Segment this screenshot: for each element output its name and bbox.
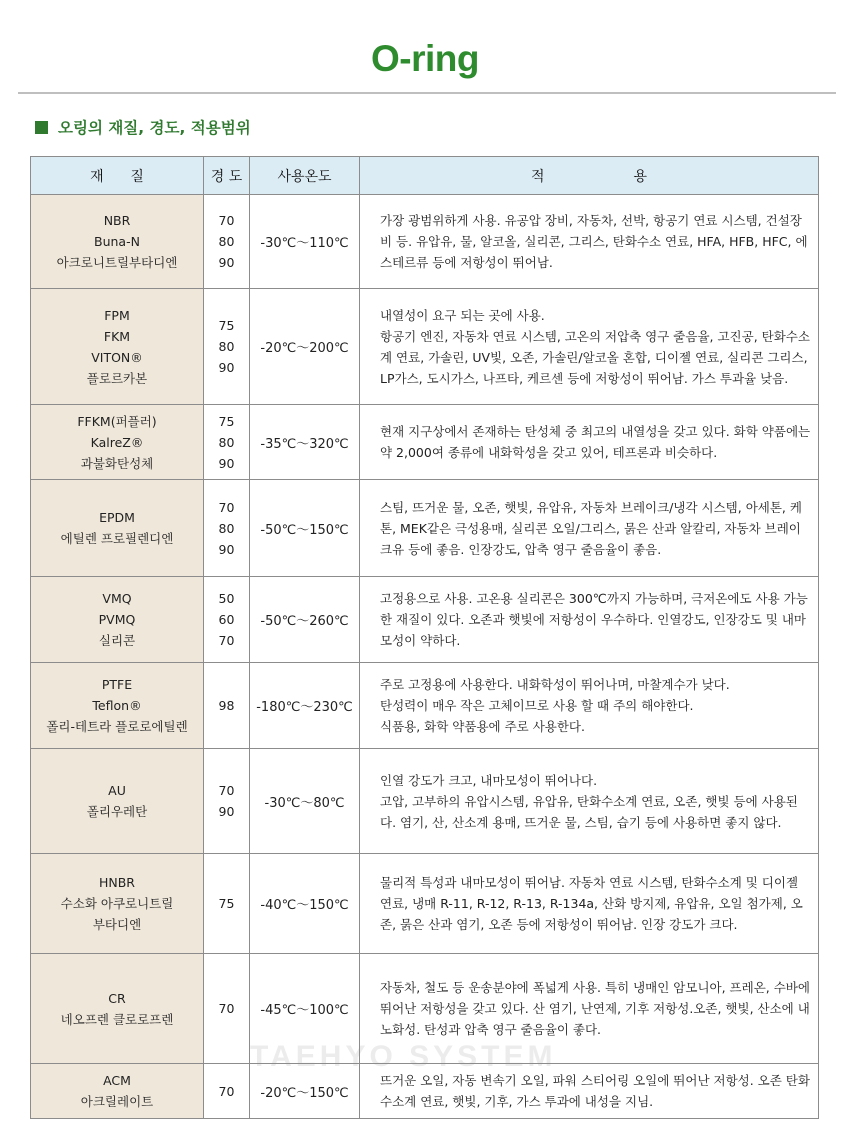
temperature-cell: -35℃～320℃ — [250, 405, 360, 480]
header-material: 재 질 — [31, 157, 204, 195]
hardness-cell-line: 75 — [218, 413, 235, 429]
material-cell-line: 과불화탄성체 — [80, 455, 154, 471]
material-cell-line: 아크로니트릴부타디엔 — [56, 255, 178, 270]
header-hardness: 경 도 — [204, 157, 250, 195]
material-cell — [31, 854, 204, 954]
material-cell-line: FFKM(퍼플러) — [77, 413, 157, 429]
application-cell-line: 스팀, 뜨거운 물, 오존, 햇빛, 유압유, 자동차 브레이크/냉각 시스템, 아세톤, 케톤, MEK같은 극성용매, 실리콘 오일/그리스, 묽은 산과 알칼리, 자동차 브레이크유 등에 좋음. 인장강도, 압축 영구 줄음율이 좋음. — [380, 499, 802, 557]
temperature-cell: -20℃～150℃ — [250, 1064, 360, 1119]
hardness-cell-line: 70 — [218, 783, 235, 798]
material-cell-line: 폴리-테트라 플로로에틸렌 — [46, 719, 188, 734]
material-cell-line: 수소화 아쿠로니트릴 — [60, 896, 174, 911]
hardness-cell — [204, 749, 250, 854]
hardness-cell-line: 90 — [218, 360, 235, 375]
material-cell-line: Buna-N — [94, 234, 140, 249]
table-header-row — [31, 157, 819, 195]
hardness-cell — [204, 663, 250, 749]
application-cell-line: 인열 강도가 크고, 내마모성이 뛰어나다. — [380, 772, 598, 788]
material-cell-line: ACM — [103, 1073, 131, 1088]
material-cell-line: PVMQ — [98, 612, 136, 627]
application-cell-line: 현재 지구상에서 존재하는 탄성체 중 최고의 내열성을 갖고 있다. 화학 약품에는 약 2,000여 종류에 내화학성을 갖고 있어, 테프론과 비슷하다. — [380, 424, 811, 460]
hardness-cell-line: 98 — [218, 698, 235, 713]
material-cell — [31, 195, 204, 289]
table-row — [31, 289, 819, 405]
hardness-cell — [204, 289, 250, 405]
hardness-cell-line: 75 — [218, 896, 235, 911]
table-row — [31, 663, 819, 749]
application-cell — [360, 577, 819, 663]
material-cell-line: 폴리우레탄 — [86, 804, 148, 819]
material-cell-line: VMQ — [102, 591, 132, 606]
title-divider — [18, 92, 836, 94]
table-row — [31, 854, 819, 954]
application-cell — [360, 854, 819, 954]
material-cell-line: HNBR — [98, 875, 135, 890]
hardness-cell — [204, 577, 250, 663]
hardness-cell — [204, 405, 250, 480]
application-cell-line: 내열성이 요구 되는 곳에 사용. — [380, 307, 545, 323]
hardness-cell-line: 90 — [218, 804, 235, 819]
section-heading — [35, 116, 251, 138]
hardness-cell-line: 70 — [218, 1001, 235, 1016]
application-cell-line: 뜨거운 오일, 자동 변속기 오일, 파워 스티어링 오일에 뛰어난 저항성. 오존 탄화수소계 연료, 햇빛, 기후, 가스 투과에 내성을 지님. — [380, 1073, 810, 1109]
table-row — [31, 480, 819, 577]
material-cell-line: PTFE — [101, 677, 133, 692]
application-cell-line: 식품용, 화학 약품용에 주로 사용한다. — [380, 719, 585, 734]
hardness-cell-line: 50 — [218, 591, 235, 606]
temperature-cell: -50℃～260℃ — [250, 577, 360, 663]
hardness-cell-line: 70 — [218, 499, 235, 515]
oring-material-table — [30, 156, 819, 1119]
section-heading-text: 오링의 재질, 경도, 적용범위 — [58, 119, 251, 137]
hardness-cell-line: 70 — [218, 213, 235, 228]
application-cell-line: 물리적 특성과 내마모성이 뛰어남. 자동차 연료 시스템, 탄화수소계 및 디이젤 연료, 냉매 R-11, R-12, R-13, R-134a, 산화 방지제, 유압유, 오일 첨가제, 오존, 묽은 산과 염기, 오존 등에 저항성이 뛰어남. 인장 강도가 크다. — [380, 875, 803, 932]
square-bullet-icon — [35, 121, 48, 134]
hardness-cell — [204, 1064, 250, 1119]
material-cell-line: EPDM — [99, 510, 135, 525]
hardness-cell-line: 70 — [218, 1083, 235, 1099]
application-cell-line: 고압, 고부하의 유압시스템, 유압유, 탄화수소계 연료, 오존, 햇빛 등에 사용된다. 염기, 산, 산소계 용매, 뜨거운 물, 스팀, 습기 등에 사용하면 좋지 않다. — [380, 793, 798, 830]
material-cell-line: 플로르카본 — [86, 370, 148, 386]
table-row — [31, 954, 819, 1064]
material-cell-line: KalreZ® — [90, 434, 144, 450]
hardness-cell — [204, 854, 250, 954]
application-cell-line: 주로 고정용에 사용한다. 내화학성이 뛰어나며, 마찰계수가 낮다. — [380, 677, 730, 692]
material-cell — [31, 954, 204, 1064]
header-temperature: 사용온도 — [250, 157, 360, 195]
hardness-cell — [204, 195, 250, 289]
application-cell — [360, 663, 819, 749]
application-cell — [360, 1064, 819, 1119]
material-cell — [31, 405, 204, 480]
application-cell-line: 고정용으로 사용. 고온용 실리콘은 300℃까지 가능하며, 극저온에도 사용 가능한 재질이 있다. 오존과 햇빛에 저항성이 우수하다. 인열강도, 인장강도 및 내마모성이 약하다. — [380, 591, 808, 648]
material-cell — [31, 1064, 204, 1119]
table-row — [31, 577, 819, 663]
temperature-cell: -30℃～80℃ — [250, 749, 360, 854]
material-cell-line: 네오프렌 클로로프렌 — [60, 1011, 174, 1027]
hardness-cell-line: 75 — [218, 318, 235, 333]
material-cell-line: FPM — [104, 307, 130, 323]
hardness-cell — [204, 480, 250, 577]
hardness-cell-line: 80 — [218, 434, 235, 450]
table-row — [31, 749, 819, 854]
material-cell-line: CR — [108, 990, 126, 1006]
material-cell — [31, 480, 204, 577]
hardness-cell-line: 80 — [218, 339, 235, 354]
application-cell-line: 탄성력이 매우 작은 고체이므로 사용 할 때 주의 해야한다. — [380, 698, 694, 713]
hardness-cell — [204, 954, 250, 1064]
material-cell-line: FKM — [103, 328, 131, 344]
application-cell — [360, 749, 819, 854]
hardness-cell-line: 80 — [218, 234, 235, 249]
hardness-cell-line: 90 — [218, 455, 235, 471]
application-cell — [360, 289, 819, 405]
hardness-cell-line: 60 — [218, 612, 235, 627]
application-cell-line: 자동차, 철도 등 운송분야에 폭넓게 사용. 특히 냉매인 암모니아, 프레온, 수바에 뛰어난 저항성을 갖고 있다. 산 염기, 난연제, 기후 저항성.오존, 햇빛, 산소에 내노화성. 탄성과 압축 영구 줄음율이 좋다. — [380, 980, 810, 1037]
material-cell-line: 실리콘 — [98, 633, 136, 648]
application-cell-line: 항공기 엔진, 자동차 연료 시스템, 고온의 저압축 영구 줄음율, 고진공, 탄화수소계 연료, 가솔린, UV빛, 오존, 가솔린/알코올 혼합, 디이젤 연료, 실리콘 그리스, LP가스, 도시가스, 나프타, 케르센 등에 저항성이 뛰어남. 가스 투과율 낮음. — [380, 328, 810, 386]
application-cell — [360, 954, 819, 1064]
watermark: TAEHYO SYSTEM — [250, 1040, 557, 1073]
temperature-cell: -20℃～200℃ — [250, 289, 360, 405]
hardness-cell-line: 70 — [218, 633, 235, 648]
temperature-cell: -50℃～150℃ — [250, 480, 360, 577]
temperature-cell: -45℃～100℃ — [250, 954, 360, 1064]
temperature-cell: -30℃～110℃ — [250, 195, 360, 289]
hardness-cell-line: 90 — [218, 255, 235, 270]
material-cell-line: AU — [108, 783, 126, 798]
hardness-cell-line: 90 — [218, 541, 235, 557]
table-row — [31, 1064, 819, 1119]
material-cell — [31, 577, 204, 663]
temperature-cell: -40℃～150℃ — [250, 854, 360, 954]
application-cell-line: 가장 광범위하게 사용. 유공압 장비, 자동차, 선박, 항공기 연료 시스템, 건설장비 등. 유압유, 물, 알코올, 실리콘, 그리스, 탄화수소 연료, HFA, HFB, HFC, 에스테르류 등에 저항성이 뛰어남. — [380, 213, 808, 270]
page-title: O-ring — [371, 38, 479, 79]
application-cell — [360, 405, 819, 480]
temperature-cell: -180℃～230℃ — [250, 663, 360, 749]
material-cell — [31, 289, 204, 405]
material-cell-line: Teflon® — [92, 698, 142, 713]
material-cell-line: 아크릴레이트 — [80, 1094, 154, 1109]
table-row — [31, 195, 819, 289]
table-row — [31, 405, 819, 480]
hardness-cell-line: 80 — [218, 520, 235, 536]
application-cell — [360, 195, 819, 289]
application-cell — [360, 480, 819, 577]
material-cell-line: 부타디엔 — [92, 917, 142, 932]
material-cell-line: NBR — [103, 213, 131, 228]
material-cell — [31, 749, 204, 854]
material-cell — [31, 663, 204, 749]
header-application: 적 용 — [360, 157, 819, 195]
material-cell-line: VITON® — [91, 349, 143, 365]
material-cell-line: 에틸렌 프로필렌디엔 — [60, 531, 174, 546]
